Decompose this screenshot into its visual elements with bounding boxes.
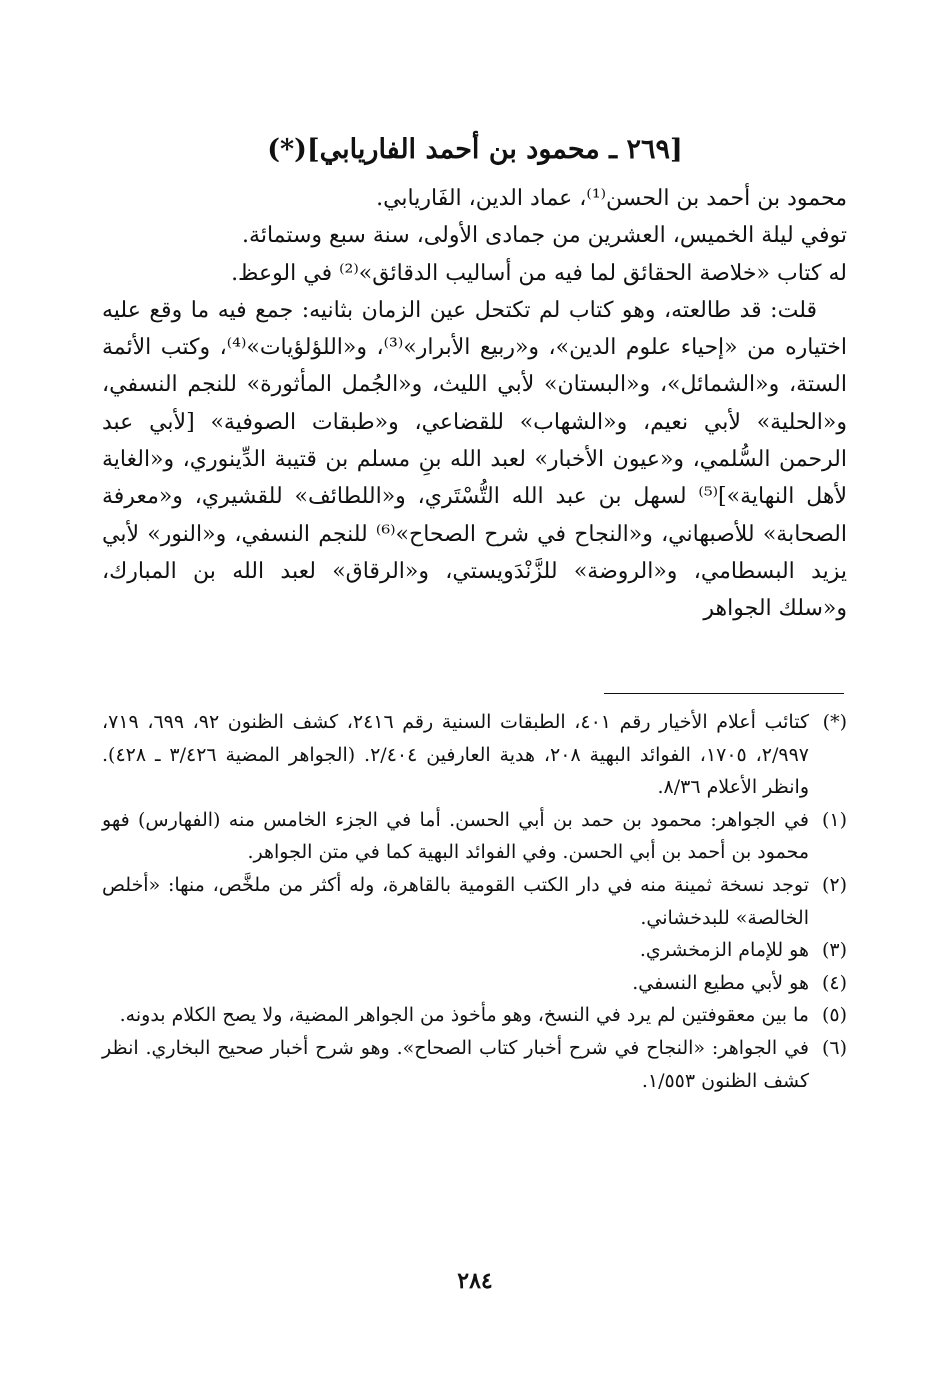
entry-paragraph: محمود بن أحمد بن الحسن⁽¹⁾، عماد الدين، الفَاريابي. [376, 186, 847, 211]
entry-paragraph: قلت: قد طالعته، وهو كتاب لم تكتحل عين الزمان بثانيه: جمع فيه ما وقع عليه اختياره من «إحياء علوم الدين»، و«ربيع الأبرار»⁽³⁾، و«اللؤلؤيات»⁽⁴⁾، وكتب الأئمة الستة، و«الشمائل»، و«البستان» لأبي الليث، و«الجُمل المأثورة» للنجم النسفي، و«الحلية» لأبي نعيم، و«الشهاب» للقضاعي، و«طبقات الصوفية» [لأبي عبد الرحمن السُّلمي، و«عيون الأخبار» لعبد الله بنِ مسلم بن قتيبة الدِّينوري، و«الغاية لأهل النهاية»]⁽⁵⁾ لسهل بن عبد الله التُّسْتَري، و«اللطائف» للقشيري، و«معرفة الصحابة» للأصبهاني، و«النجاح في شرح الصحاح»⁽⁶⁾ للنجم النسفي، و«النور» لأبي يزيد البسطامي، و«الروضة» للزَّنْدَويستي، و«الرقاق» لعبد الله بن المبارك، و«سلك الجواهر [102, 297, 848, 622]
footnote [102, 967, 847, 1000]
entry-paragraph: له كتاب «خلاصة الحقائق لما فيه من أساليب الدقائق»⁽²⁾ في الوعظ. [231, 260, 847, 286]
footnote-marker: (٦) [821, 1036, 847, 1059]
footnote [102, 706, 847, 804]
footnote [102, 934, 847, 967]
footnote-marker: (٤) [821, 971, 847, 994]
footnote-text: هو للإمام الزمخشري. [639, 939, 809, 962]
footnote-text: توجد نسخة ثمينة منه في دار الكتب القومية بالقاهرة، وله أكثر من ملخَّص، منها: «أخلص الخالصة» للبدخشاني. [102, 873, 809, 929]
page-number: ٢٨٤ [457, 1268, 493, 1294]
footnote-text: في الجواهر: محمود بن حمد بن أبي الحسن. أما في الجزء الخامس منه (الفهارس) فهو محمود بن أحمد بن أبي الحسن. وفي الفوائد البهية كما في متن الجواهر. [102, 808, 809, 864]
footnote-text: كتائب أعلام الأخيار رقم ٤٠١، الطبقات السنية رقم ٢٤١٦، كشف الظنون ٩٢، ٦٩٩، ٧١٩، ٢/٩٩٧، ١٧٠٥، الفوائد البهية ٢٠٨، هدية العارفين ٢/٤٠٤. (الجواهر المضية ٣/٤٢٦ ـ ٤٢٨). وانظر الأعلام ٨/٣٦. [102, 711, 810, 799]
footnote-text: ما بين معقوفتين لم يرد في النسخ، وهو مأخوذ من الجواهر المضية، ولا يصح الكلام بدونه. [119, 1004, 809, 1027]
footnote-divider [604, 693, 844, 694]
entry-body [102, 180, 847, 628]
footnote [102, 869, 847, 934]
footnotes [102, 706, 847, 1097]
footnote-marker: (٣) [821, 939, 847, 962]
footnote-text: في الجواهر: «النجاح في شرح أخبار كتاب الصحاح». وهو شرح أخبار صحيح البخاري. انظر كشف الظنون ١/٥٥٣. [102, 1036, 810, 1092]
footnote-marker: (*) [822, 711, 847, 733]
footnote-marker: (١) [821, 808, 847, 831]
footnote-text: هو لأبي مطيع النسفي. [632, 971, 809, 994]
entry-paragraph: توفي ليلة الخميس، العشرين من جمادى الأولى، سنة سبع وستمائة. [242, 223, 847, 249]
footnote-marker: (٢) [821, 873, 847, 896]
footnote-marker: (٥) [821, 1004, 847, 1027]
footnote [102, 1032, 847, 1097]
entry-title: [٢٦٩ ـ محمود بن أحمد الفاريابي](*) [267, 134, 683, 165]
footnote [102, 804, 847, 869]
footnote [102, 999, 847, 1032]
